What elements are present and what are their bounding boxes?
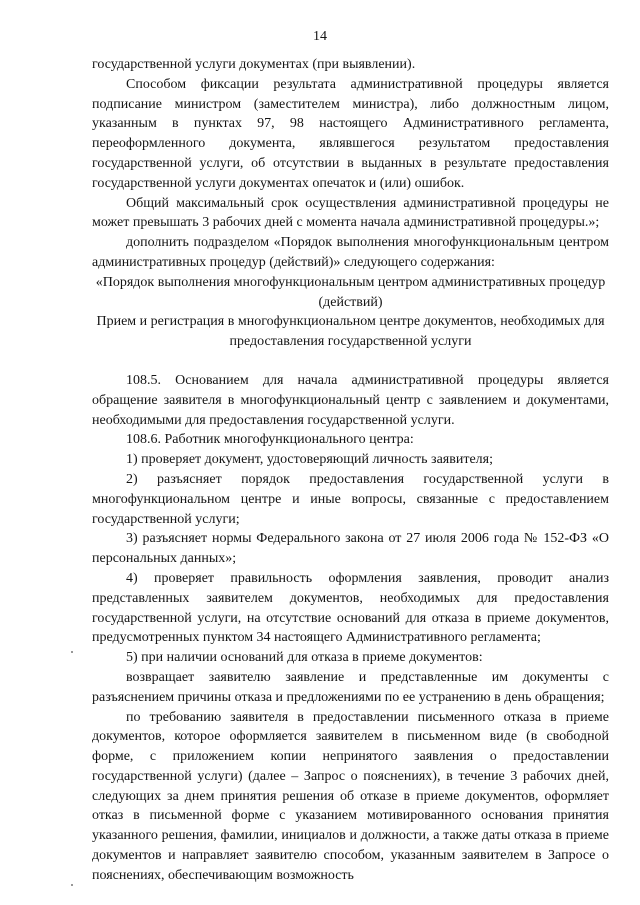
page-body	[92, 55, 609, 886]
list-item-5-written-refusal: по требованию заявителя в предоставлении письменного отказа в приеме документов, которое оформляется заявителем в письменном виде (в свободной форме, с приложением копии непринятого заявления о предоставлении государственной услуги) (далее – Запрос о пояснениях), в течение 3 рабочих дней, следующих за днем принятия решения об отказе в приеме документов, оформляет отказ в письменной форме с указанием мотивированного основания принятия указанного решения, фамилии, инициалов и должности, а также даты отказа в приеме документов и направляет заявителю способом, указанным заявителем в Запросе о пояснениях, обеспечивающим возможность	[92, 709, 609, 883]
subsection-heading: «Порядок выполнения многофункциональным центром административных процедур (действий)	[95, 274, 606, 310]
paragraph-amendment: дополнить подразделом «Порядок выполнения многофункциональным центром административных процедур (действий)» следующего содержания:	[92, 235, 609, 270]
subsection-subheading: Прием и регистрация в многофункциональном центре документов, необходимых для предоставления государственной услуги	[96, 314, 605, 350]
scan-speck	[71, 651, 73, 653]
clause-108-5: 108.5. Основанием для начала административной процедуры является обращение заявителя в многофункциональный центр с заявлением и документами, необходимыми для предоставления государственной услуги.	[92, 372, 609, 428]
list-item-4: 4) проверяет правильность оформления заявления, проводит анализ представленных заявителем документов, необходимых для предоставления государственной услуги, на отсутствие оснований для отказа в приеме документов, предусмотренных пунктом 34 настоящего Административного регламента;	[92, 570, 609, 646]
paragraph-max-term: Общий максимальный срок осуществления административной процедуры не может превышать 3 рабочих дней с момента начала административной процедуры.»;	[92, 195, 609, 231]
list-item-2: 2) разъясняет порядок предоставления государственной услуги в многофункциональном центре и иные вопросы, связанные с предоставлением государственной услуги;	[92, 471, 609, 527]
clause-108-6: 108.6. Работник многофункционального центра:	[126, 432, 414, 448]
list-item-1: 1) проверяет документ, удостоверяющий личность заявителя;	[126, 452, 493, 468]
paragraph-continuation: государственной услуги документах (при выявлении).	[92, 57, 416, 72]
scan-speck	[71, 884, 73, 886]
list-item-5-return: возвращает заявителю заявление и представленные им документы с разъяснением причины отказа и предложениями по ее устранению в день обращения;	[92, 669, 609, 705]
page-number: 14	[313, 29, 327, 44]
paragraph-fixation-method: Способом фиксации результата административной процедуры является подписание министром (заместителем министра), либо должностным лицом, указанным в пунктах 97, 98 настоящего Административного регламента, переоформленного документа, являвшегося результатом предоставления государственной услуги, об отсутствии в выданных в результате предоставления государственной услуги документах опечаток и (или) ошибок.	[92, 76, 609, 191]
list-item-5: 5) при наличии оснований для отказа в приеме документов:	[126, 650, 483, 666]
list-item-3: 3) разъясняет нормы Федерального закона от 27 июля 2006 года № 152-ФЗ «О персональных данных»;	[92, 531, 609, 567]
